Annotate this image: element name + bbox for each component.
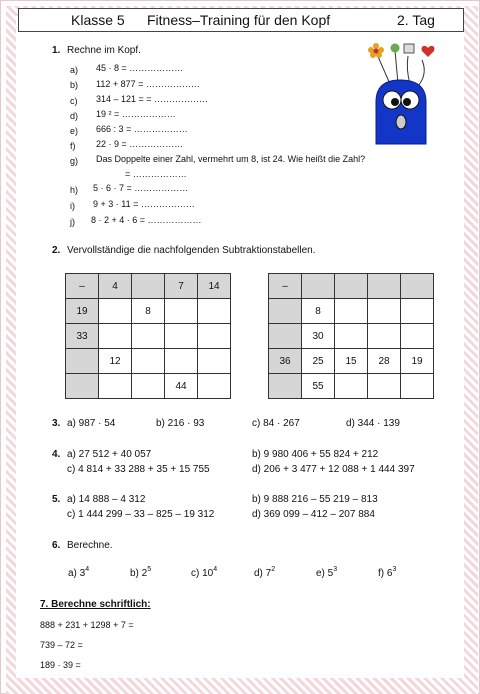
ex6-item: d) $7^2$ (254, 566, 276, 579)
ex1-item: 9 + 3 · 11 = ……………… (93, 199, 195, 209)
table-cell[interactable]: 25 (302, 349, 335, 374)
table-cell[interactable]: 8 (132, 299, 165, 324)
table-cell[interactable] (198, 299, 231, 324)
ex2-number: 2. (52, 245, 61, 256)
ex1-item-label: f) (70, 141, 76, 151)
table-cell[interactable] (165, 349, 198, 374)
ex1-item-label: e) (70, 126, 79, 136)
ex1-item: 8 · 2 + 4 · 6 = ……………… (91, 215, 202, 225)
flower-icon (368, 43, 390, 84)
ex6-item: f) $6^3$ (378, 566, 397, 579)
subtraction-table-1 (65, 273, 231, 399)
ex7-item: 739 – 72 = (40, 640, 83, 650)
ex1-item-label: g) (70, 156, 79, 166)
monster-illustration (362, 40, 462, 146)
table-cell: 4 (99, 274, 132, 299)
ex1-number: 1. (52, 45, 61, 56)
ex1-item: 314 – 121 = = ……………… (96, 94, 209, 104)
table-cell (302, 274, 335, 299)
table-cell[interactable]: 30 (302, 324, 335, 349)
ex6-item: b) $2^5$ (130, 566, 152, 579)
ex3-item: d) 344 · 139 (346, 418, 400, 429)
ex5-item: c) 1 444 299 – 33 – 825 – 19 312 (67, 509, 215, 520)
table-cell[interactable] (99, 299, 132, 324)
table-cell[interactable] (335, 299, 368, 324)
table-cell[interactable] (401, 324, 434, 349)
table-cell: 7 (165, 274, 198, 299)
table-cell (269, 324, 302, 349)
ex1-item-label: j) (70, 217, 75, 227)
table-cell[interactable] (198, 324, 231, 349)
page-title: Fitness–Training für den Kopf (147, 12, 331, 28)
cup-icon (404, 44, 414, 84)
table-cell[interactable] (165, 299, 198, 324)
ex2-title: Vervollständige die nachfolgenden Subtraktionstabellen. (67, 245, 316, 256)
table-cell[interactable]: 28 (368, 349, 401, 374)
heart-icon (418, 46, 434, 86)
table-cell[interactable] (99, 324, 132, 349)
ex1-item-label: b) (70, 80, 79, 90)
ex4-item: a) 27 512 + 40 057 (67, 449, 152, 460)
ex1-item-label: d) (70, 111, 79, 121)
ex1-item-label: i) (70, 201, 75, 211)
table-cell[interactable]: 12 (99, 349, 132, 374)
table-cell[interactable] (99, 374, 132, 399)
ex4-item: c) 4 814 + 33 288 + 35 + 15 755 (67, 464, 210, 475)
ex1-g-answer: = ……………… (125, 169, 187, 179)
ex4-item: b) 9 980 406 + 55 824 + 212 (252, 449, 379, 460)
table-cell[interactable] (368, 324, 401, 349)
ex6-item: a) $3^4$ (68, 566, 90, 579)
table-cell[interactable] (368, 299, 401, 324)
ex1-item: 666 : 3 = ……………… (96, 124, 188, 134)
table-cell (335, 274, 368, 299)
table-cell[interactable] (335, 374, 368, 399)
ex4-item: d) 206 + 3 477 + 12 088 + 1 444 397 (252, 464, 415, 475)
table-cell[interactable] (401, 374, 434, 399)
ex1-item-label: h) (70, 185, 79, 195)
ex1-item: Das Doppelte einer Zahl, vermehrt um 8, ist 24. Wie heißt die Zahl? (96, 154, 366, 164)
table-cell[interactable] (335, 324, 368, 349)
table-cell (368, 274, 401, 299)
table-cell[interactable] (132, 374, 165, 399)
ex1-item: 5 · 6 · 7 = ……………… (93, 183, 189, 193)
table-cell[interactable] (368, 374, 401, 399)
table-cell[interactable]: 44 (165, 374, 198, 399)
table-cell[interactable] (165, 324, 198, 349)
ex1-item: 45 · 8 = ……………… (96, 63, 184, 73)
ex6-item: e) $5^3$ (316, 566, 338, 579)
ex1-item: 19 ² = ……………… (96, 109, 176, 119)
ex1-item: 112 + 877 = ……………… (96, 79, 200, 89)
table-cell[interactable]: 19 (401, 349, 434, 374)
ex5-item: a) 14 888 – 4 312 (67, 494, 146, 505)
ex6-item: c) $10^4$ (191, 566, 218, 579)
ex1-title: Rechne im Kopf. (67, 45, 141, 56)
table-cell (269, 299, 302, 324)
table-cell: 14 (198, 274, 231, 299)
ex5-item: d) 369 099 – 412 – 207 884 (252, 509, 375, 520)
ex3-number: 3. (52, 418, 61, 429)
title-bar (18, 8, 464, 32)
apple-icon (391, 44, 400, 85)
ex7-title: 7. Berechne schriftlich: (40, 599, 151, 610)
subtraction-table-2 (268, 273, 434, 399)
ex5-number: 5. (52, 494, 61, 505)
ex1-item-label: a) (70, 65, 79, 75)
ex3-item: b) 216 · 93 (156, 418, 205, 429)
table-cell: 19 (66, 299, 99, 324)
table-cell (66, 349, 99, 374)
table-cell[interactable] (198, 349, 231, 374)
ex7-item: 189 · 39 = (40, 660, 81, 670)
table-cell (401, 274, 434, 299)
table-cell: 36 (269, 349, 302, 374)
ex1-item: 22 · 9 = ……………… (96, 139, 184, 149)
ex7-item: 888 + 231 + 1298 + 7 = (40, 620, 134, 630)
class-label: Klasse 5 (71, 12, 125, 28)
ex3-item: c) 84 · 267 (252, 418, 300, 429)
table-cell (269, 374, 302, 399)
table-cell[interactable]: 55 (302, 374, 335, 399)
table-cell[interactable] (198, 374, 231, 399)
table-cell[interactable] (132, 349, 165, 374)
table-cell[interactable] (132, 324, 165, 349)
table-cell: – (66, 274, 99, 299)
ex6-title: Berechne. (67, 540, 113, 551)
table-cell: 33 (66, 324, 99, 349)
table-cell[interactable]: 15 (335, 349, 368, 374)
table-cell[interactable]: 8 (302, 299, 335, 324)
table-cell[interactable] (401, 299, 434, 324)
table-cell (66, 374, 99, 399)
ex1-item-label: c) (70, 96, 78, 106)
ex5-item: b) 9 888 216 – 55 219 – 813 (252, 494, 378, 505)
ex3-item: a) 987 · 54 (67, 418, 116, 429)
ex4-number: 4. (52, 449, 61, 460)
table-cell: – (269, 274, 302, 299)
day-label: 2. Tag (397, 12, 435, 28)
ex6-number: 6. (52, 540, 61, 551)
table-cell (132, 274, 165, 299)
